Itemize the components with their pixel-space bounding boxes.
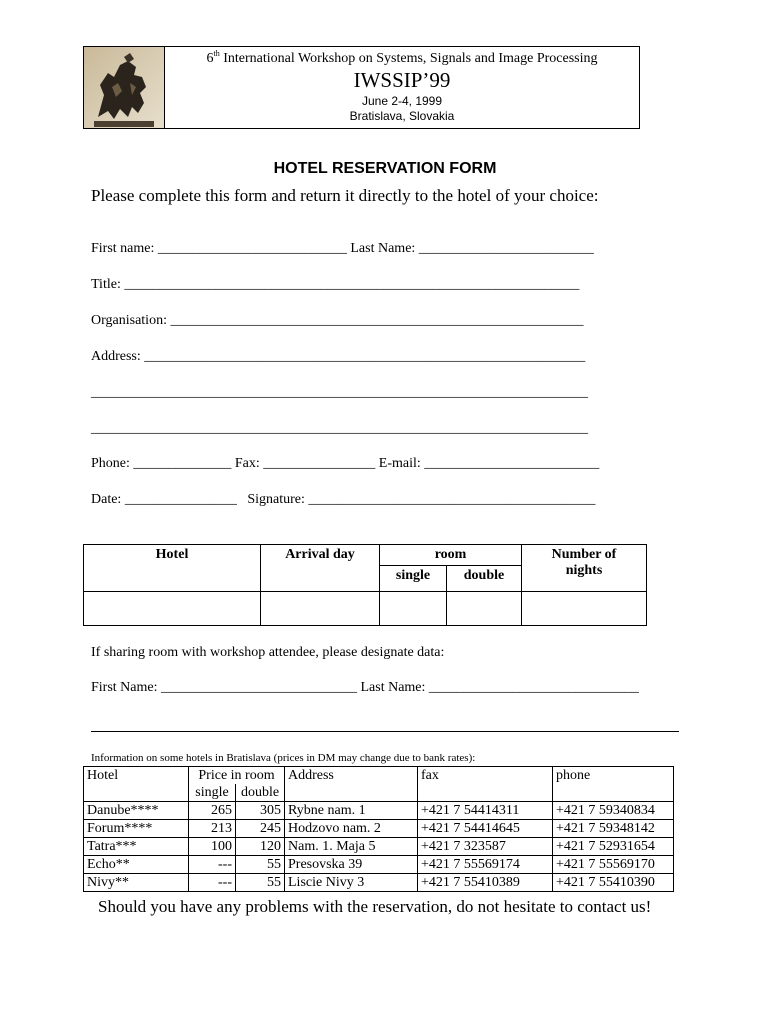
- form-intro: Please complete this form and return it directly to the hotel of your choice:: [91, 186, 599, 205]
- hotel-address: Presovska 39: [285, 856, 418, 874]
- hotels-table: [83, 766, 674, 892]
- conference-header: [83, 46, 640, 129]
- hotel-phone: +421 7 59340834: [553, 802, 674, 820]
- hotel-fax: +421 7 323587: [418, 838, 553, 856]
- conference-acronym: IWSSIP’99: [353, 68, 451, 92]
- hotel-input-cell[interactable]: [84, 592, 261, 626]
- single-price: 265: [189, 802, 236, 820]
- table-row: [84, 874, 674, 892]
- col-hotel-header: Hotel: [84, 545, 261, 592]
- single-price: 213: [189, 820, 236, 838]
- date-signature-line[interactable]: Date: ________________ Signature: _________________________________________: [91, 492, 596, 507]
- address-line-3[interactable]: _______________________________________________________________________: [91, 421, 588, 436]
- hotel-address: Liscie Nivy 3: [285, 874, 418, 892]
- table-row: [84, 820, 674, 838]
- conference-dates: June 2-4, 1999: [361, 94, 443, 108]
- fax-col-header: fax: [418, 767, 553, 802]
- table-row: [84, 856, 674, 874]
- hotel-fax: +421 7 55569174: [418, 856, 553, 874]
- double-price: 245: [236, 820, 285, 838]
- double-price: 305: [236, 802, 285, 820]
- hotel-phone: +421 7 52931654: [553, 838, 674, 856]
- conference-location: Bratislava, Slovakia: [349, 109, 455, 123]
- sharing-note: If sharing room with workshop attendee, please designate data:: [91, 645, 445, 660]
- single-price: ---: [189, 874, 236, 892]
- hotel-col-header: Hotel: [84, 767, 189, 802]
- hotel-fax: +421 7 55410389: [418, 874, 553, 892]
- address-col-header: Address: [285, 767, 418, 802]
- col-room-header: room: [380, 545, 522, 566]
- double-price: 55: [236, 874, 285, 892]
- single-price: 100: [189, 838, 236, 856]
- form-title: HOTEL RESERVATION FORM: [273, 160, 497, 177]
- address-field-line[interactable]: Address: _______________________________________________________________: [91, 349, 586, 364]
- hotel-fax: +421 7 54414645: [418, 820, 553, 838]
- hotel-name: Tatra***: [84, 838, 189, 856]
- hotel-phone: +421 7 55569170: [553, 856, 674, 874]
- name-field-line[interactable]: First name: ___________________________ Last Name: _________________________: [91, 241, 594, 256]
- single-input-cell[interactable]: [380, 592, 447, 626]
- hotel-phone: +421 7 55410390: [553, 874, 674, 892]
- col-arrival-header: Arrival day: [261, 545, 380, 592]
- organisation-field-line[interactable]: Organisation: ___________________________________________________________: [91, 313, 584, 328]
- double-input-cell[interactable]: [447, 592, 522, 626]
- reservation-table: [83, 544, 647, 626]
- col-single-header: single: [380, 566, 447, 592]
- divider: [91, 731, 679, 732]
- title-field-line[interactable]: Title: _________________________________________________________________: [91, 277, 580, 292]
- hotel-address: Rybne nam. 1: [285, 802, 418, 820]
- hotel-phone: +421 7 59348142: [553, 820, 674, 838]
- table-row: [84, 802, 674, 820]
- hotel-name: Danube****: [84, 802, 189, 820]
- hotel-address: Hodzovo nam. 2: [285, 820, 418, 838]
- double-col-header: double: [236, 784, 285, 802]
- price-col-header: Price in room: [189, 767, 285, 785]
- nights-input-cell[interactable]: [522, 592, 647, 626]
- workshop-name: 6th International Workshop on Systems, Signals and Image Processing: [206, 49, 598, 66]
- hotels-caption: Information on some hotels in Bratislava (prices in DM may change due to bank rates):: [91, 752, 476, 764]
- single-price: ---: [189, 856, 236, 874]
- phone-col-header: phone: [553, 767, 674, 802]
- table-row: [84, 838, 674, 856]
- double-price: 120: [236, 838, 285, 856]
- arrival-input-cell[interactable]: [261, 592, 380, 626]
- address-line-2[interactable]: _______________________________________________________________________: [91, 385, 588, 400]
- double-price: 55: [236, 856, 285, 874]
- contact-field-line[interactable]: Phone: ______________ Fax: ________________ E-mail: _________________________: [91, 456, 600, 471]
- conference-logo: [84, 47, 165, 128]
- hotel-name: Nivy**: [84, 874, 189, 892]
- statue-image: [84, 47, 164, 128]
- col-double-header: double: [447, 566, 522, 592]
- sharing-names-line[interactable]: First Name: ____________________________ Last Name: ______________________________: [91, 680, 639, 695]
- footer-note: Should you have any problems with the reservation, do not hesitate to contact us!: [98, 897, 652, 916]
- hotel-name: Forum****: [84, 820, 189, 838]
- single-col-header: single: [189, 784, 236, 802]
- col-nights-header: Number of nights: [522, 545, 647, 592]
- hotel-name: Echo**: [84, 856, 189, 874]
- hotel-address: Nam. 1. Maja 5: [285, 838, 418, 856]
- hotel-fax: +421 7 54414311: [418, 802, 553, 820]
